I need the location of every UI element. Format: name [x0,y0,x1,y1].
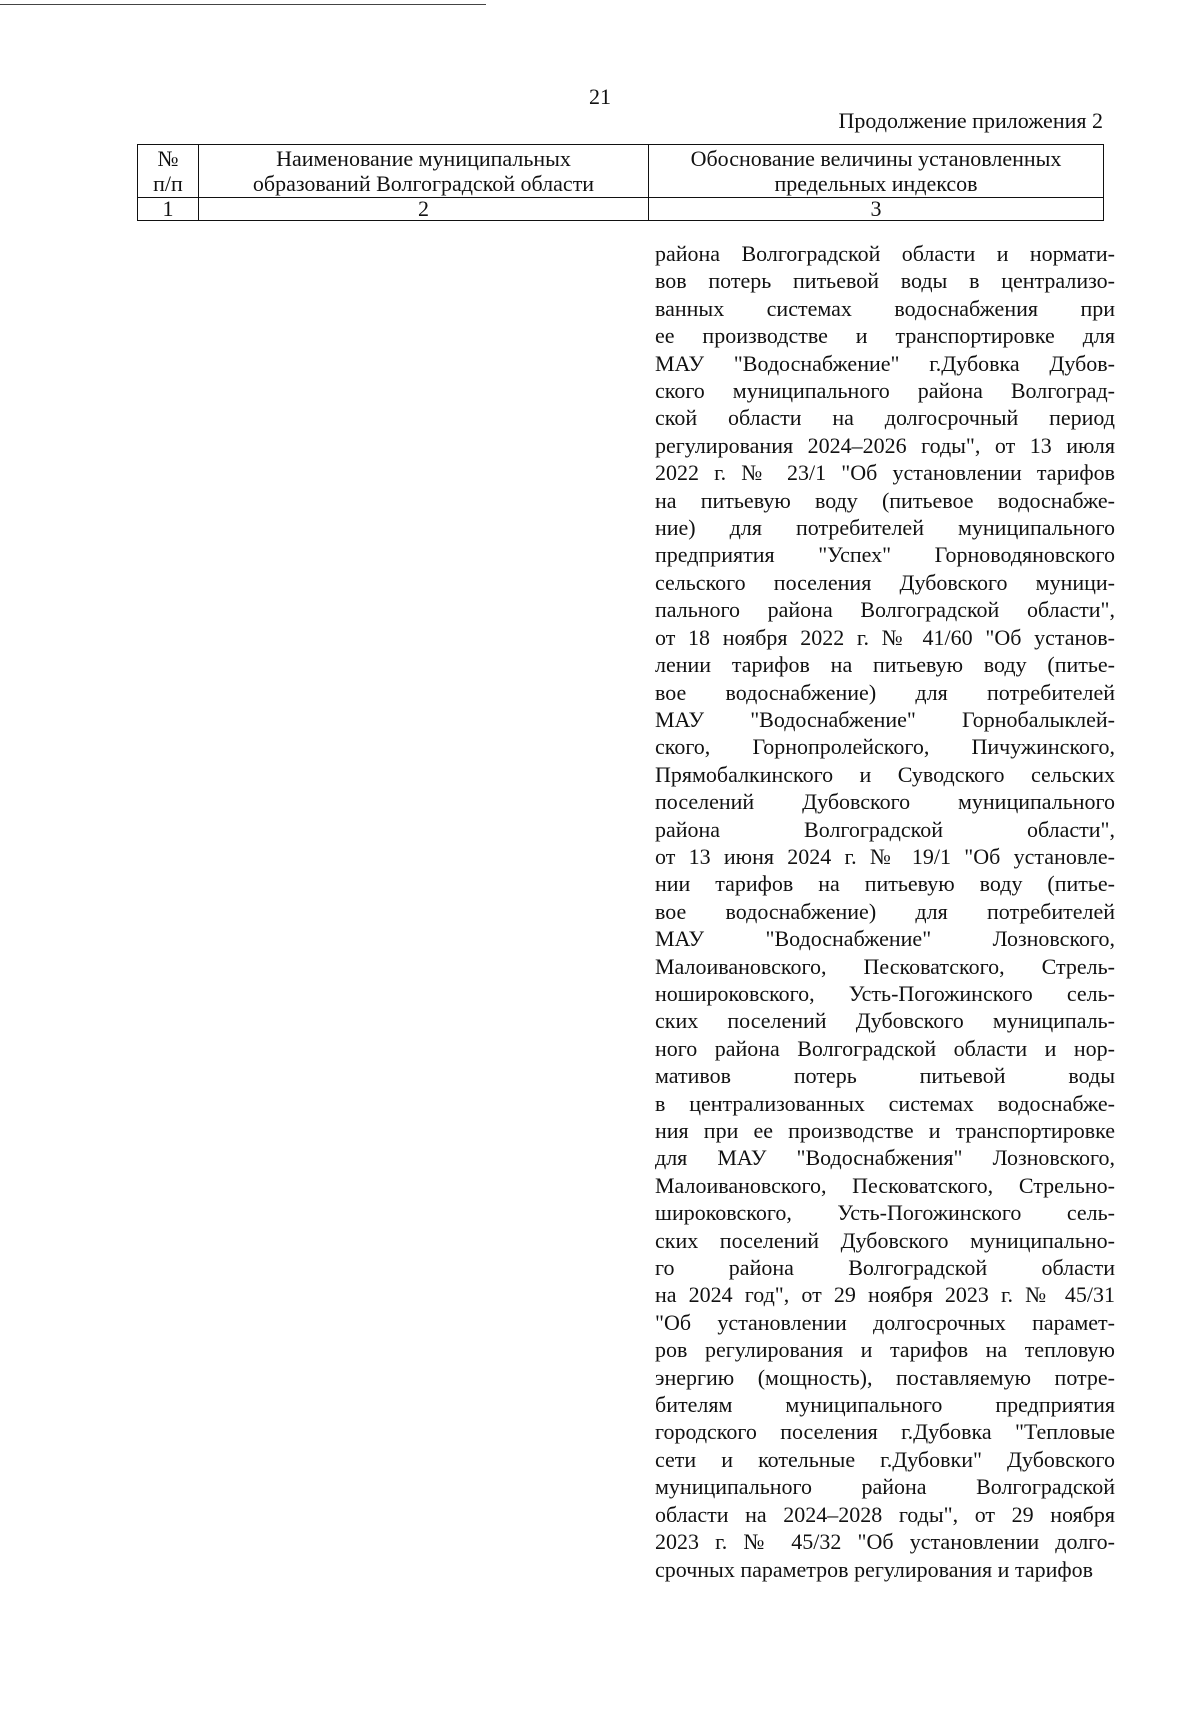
text-line: нии тарифов на питьевую воду (питье- [655,871,1115,897]
column-number-3: 3 [649,198,1104,221]
header-row-number-line2: п/п [153,171,183,196]
text-line: сети и котельные г.Дубовки" Дубовского [655,1446,1115,1472]
text-line: района Волгоградской области и нормати- [655,241,1115,266]
text-line: МАУ "Водоснабжение" Лозновского, [655,926,1115,952]
text-line: Прямобалкинского и Суводского сельских [655,761,1115,787]
text-line: муниципального района Волгоградской [655,1474,1115,1500]
text-line: от 13 июня 2024 г. № 19/1 "Об установле- [655,843,1115,869]
header-justification-line2: предельных индексов [774,171,978,196]
text-line: "Об установлении долгосрочных парамет- [655,1309,1115,1335]
text-line: ских поселений Дубовского муниципаль- [655,1008,1115,1034]
text-line: пального района Волгоградской области", [655,597,1115,623]
text-line: МАУ "Водоснабжение" Горнобалыклей- [655,706,1115,732]
text-line: предприятия "Успех" Горноводяновского [655,542,1115,568]
text-line: ской области на долгосрочный период [655,405,1115,431]
text-line: вое водоснабжение) для потребителей [655,679,1115,705]
text-line: 2023 г. № 45/32 "Об установлении долго- [655,1529,1115,1555]
text-line: ванных системах водоснабжения при [655,295,1115,321]
text-line: ского, Горнопролейского, Пичужинского, [655,734,1115,760]
text-line: бителям муниципального предприятия [655,1392,1115,1418]
text-line: Малоивановского, Песковатского, Стрельно- [655,1172,1115,1198]
text-line: на питьевую воду (питьевое водоснабже- [655,487,1115,513]
text-line: энергию (мощность), поставляемую потре- [655,1364,1115,1390]
text-line: района Волгоградской области", [655,816,1115,842]
header-row-number-line1: № [157,146,179,171]
text-line: на 2024 год", от 29 ноября 2023 г. № 45/31 [655,1282,1115,1308]
text-line: ского муниципального района Волгоград- [655,378,1115,404]
text-line: ного района Волгоградской области и нор- [655,1035,1115,1061]
column-number-2: 2 [199,198,649,221]
text-line: 2022 г. № 23/1 "Об установлении тарифов [655,460,1115,486]
text-line: в централизованных системах водоснабже- [655,1090,1115,1116]
text-line: срочных параметров регулирования и тарифов [655,1556,1094,1582]
text-line: ния при ее производстве и транспортировке [655,1118,1115,1143]
text-line: вов потерь питьевой воды в централизо- [655,268,1115,294]
text-line: лении тарифов на питьевую воду (питье- [655,652,1115,678]
text-line: ее производстве и транспортировке для [655,323,1115,349]
text-line: поселений Дубовского муниципального [655,789,1115,815]
text-line: регулирования 2024–2026 годы", от 13 июля [655,432,1115,458]
text-line: ров регулирования и тарифов на тепловую [655,1337,1115,1363]
page-number: 21 [589,84,611,109]
text-line: для МАУ "Водоснабжения" Лозновского, [655,1145,1115,1171]
text-line: вое водоснабжение) для потребителей [655,898,1115,924]
text-line: Малоивановского, Песковатского, Стрель- [655,953,1115,979]
header-justification [649,145,1104,198]
text-line: ношироковского, Усть-Погожинского сель- [655,980,1115,1006]
column-number-row [138,198,1104,221]
header-justification-line1: Обоснование величины установленных [690,146,1062,171]
header-municipality-line2: образований Волгоградской области [252,171,595,196]
text-line: городского поселения г.Дубовка "Тепловые [655,1419,1115,1445]
justification-text [655,240,1115,1583]
text-line: мативов потерь питьевой воды [655,1063,1115,1089]
text-line: сельского поселения Дубовского муници- [655,569,1115,595]
appendix-table [137,144,1104,221]
column-number-1: 1 [138,198,199,221]
header-municipality-line1: Наименование муниципальных [276,146,571,171]
text-line: ние) для потребителей муниципального [655,515,1115,541]
text-line: МАУ "Водоснабжение" г.Дубовка Дубов- [655,350,1115,376]
text-line: го района Волгоградской области [655,1255,1115,1281]
text-line: области на 2024–2028 годы", от 29 ноября [655,1501,1115,1527]
scan-edge-line [0,4,486,5]
text-line: ских поселений Дубовского муниципально- [655,1227,1115,1253]
appendix-continuation-label: Продолжение приложения 2 [838,108,1103,133]
header-row-number [138,145,199,198]
text-line: от 18 ноября 2022 г. № 41/60 "Об установ- [655,624,1115,650]
text-line: широковского, Усть-Погожинского сель- [655,1200,1115,1226]
header-municipality-name [199,145,649,198]
table-header-row [138,145,1104,198]
